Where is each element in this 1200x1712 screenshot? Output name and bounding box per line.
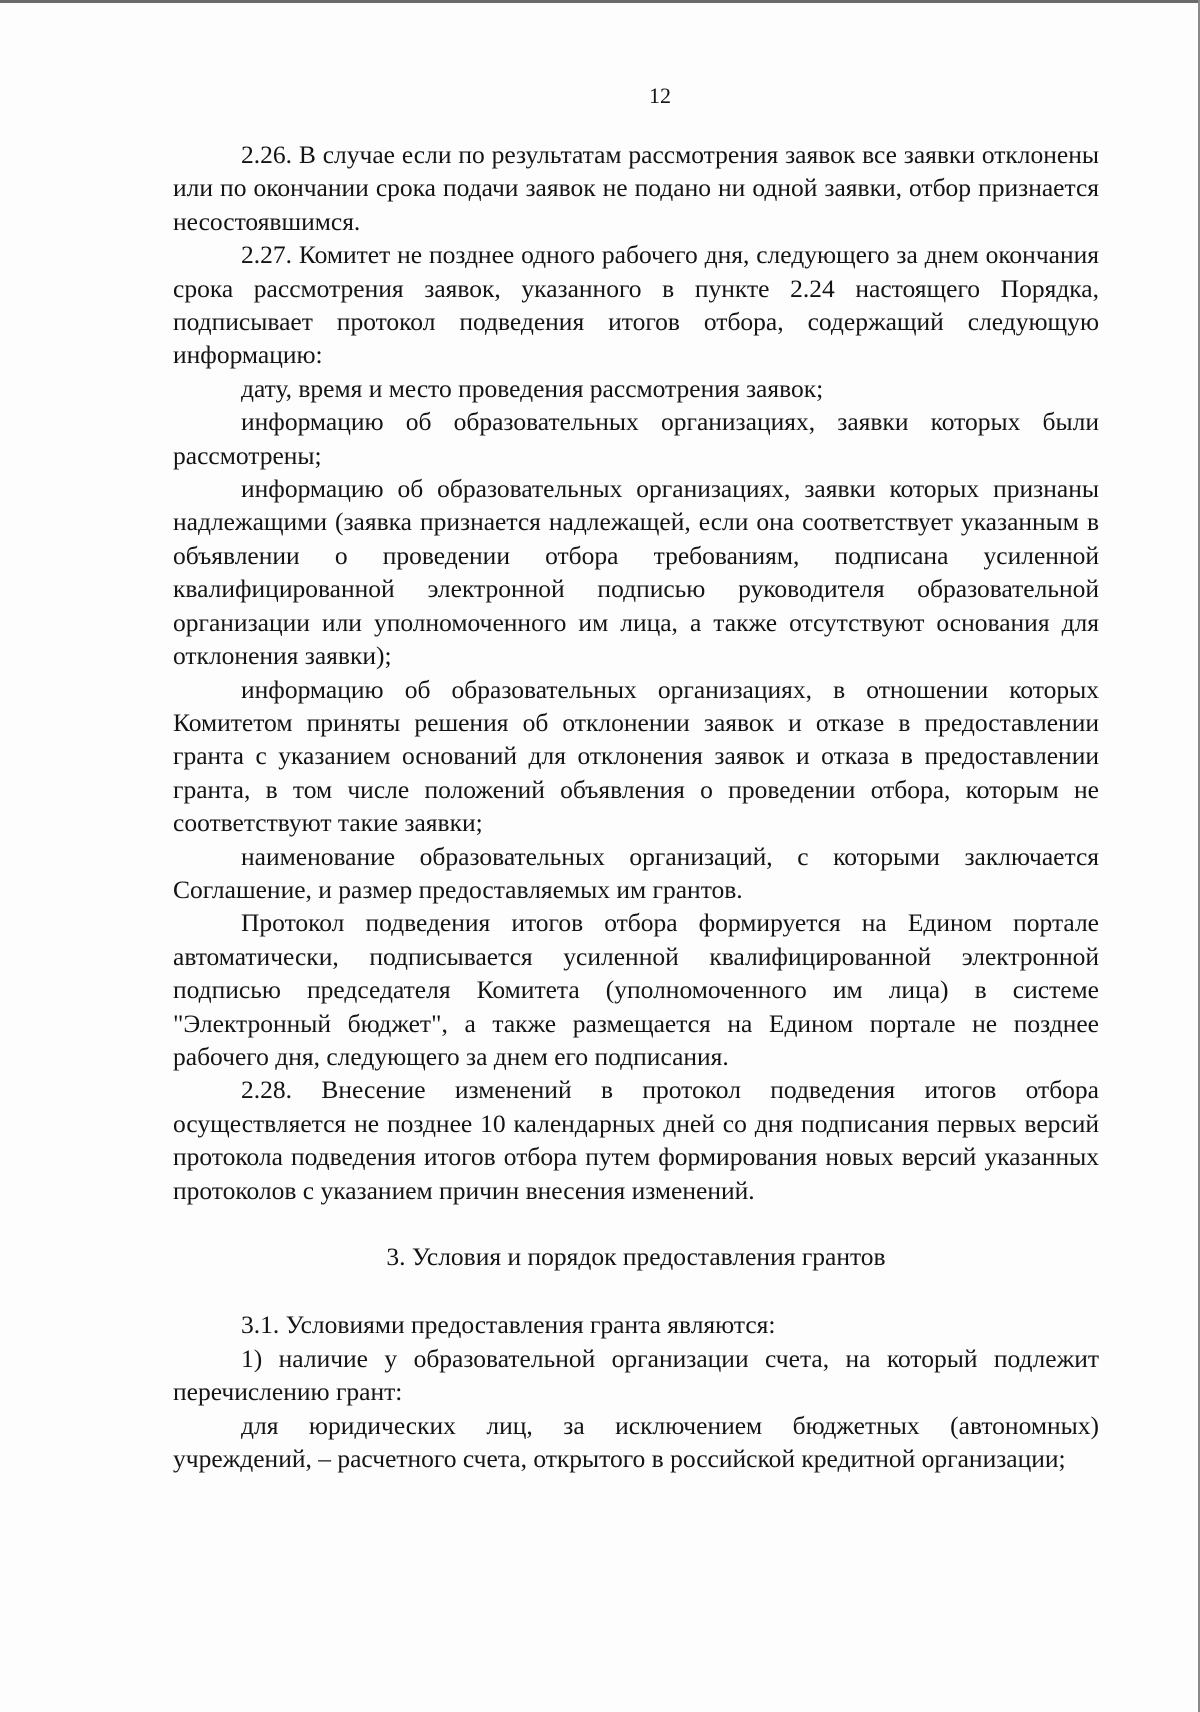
paragraph-item-date: дату, время и место проведения рассмотрения заявок; [241,373,824,403]
paragraph-item-agreement: наименование образовательных организаций, с которыми заключается Соглашение, и размер предоставляемых им грантов. [173,841,1099,904]
paragraph-2-28: 2.28. Внесение изменений в протокол подведения итогов отбора осуществляется не позднее 10 календарных дней со дня подписания первых версий протокола подведения итогов отбора путем формирования новых версий указанных протоколов с указанием причин внесения изменений. [173,1075,1099,1205]
paragraph-item-rejected: информацию об образовательных организациях, в отношении которых Комитетом приняты решения об отклонении заявок и отказе в предоставлении гранта с указанием оснований для отклонения заявок и отказа в предоставлении гранта, в том числе положений объявления о проведении отбора, которым не соответствуют такие заявки; [173,674,1099,838]
section-title: 3. Условия и порядок предоставления грантов [386,1242,886,1271]
paragraph-2-26: 2.26. В случае если по результатам рассмотрения заявок все заявки отклонены или по окончании срока подачи заявок не подано ни одной заявки, отбор признается несостоявшимся. [173,140,1099,236]
document-body [173,138,1099,1475]
scan-top-edge [0,0,1200,3]
paragraph-protocol: Протокол подведения итогов отбора формируется на Едином портале автоматически, подписывается усиленной квалифицированной электронной подписью председателя Комитета (уполномоченного им лица) в системе "Электронный бюджет", а также размещается на Едином портале не позднее рабочего дня, следующего за днем его подписания. [173,908,1099,1071]
paragraph-2-27: 2.27. Комитет не позднее одного рабочего дня, следующего за днем окончания срока рассмотрения заявок, указанного в пункте 2.24 настоящего Порядка, подписывает протокол подведения итогов отбора, содержащий следующую информацию: [173,240,1099,370]
paragraph-3-1-item-1: 1) наличие у образовательной организации счета, на который подлежит перечислению грант: [173,1343,1099,1407]
paragraph-3-1: 3.1. Условиями предоставления гранта являются: [241,1310,776,1340]
paragraph-item-reviewed: информацию об образовательных организациях, заявки которых были рассмотрены; [173,407,1099,470]
paragraph-item-proper: информацию об образовательных организациях, заявки которых признаны надлежащими (заявка признается надлежащей, если она соответствует указанным в объявлении о проведении отбора требованиям, подписана усиленной квалифицированной электронной подписью руководителя образовательной организации или уполномоченного им лица, а также отсутствуют основания для отклонения заявки); [173,474,1099,671]
page-number: 12 [649,83,671,108]
paragraph-legal-entities: для юридических лиц, за исключением бюджетных (автономных) учреждений, – расчетного счета, открытого в российской кредитной организации; [173,1410,1099,1474]
